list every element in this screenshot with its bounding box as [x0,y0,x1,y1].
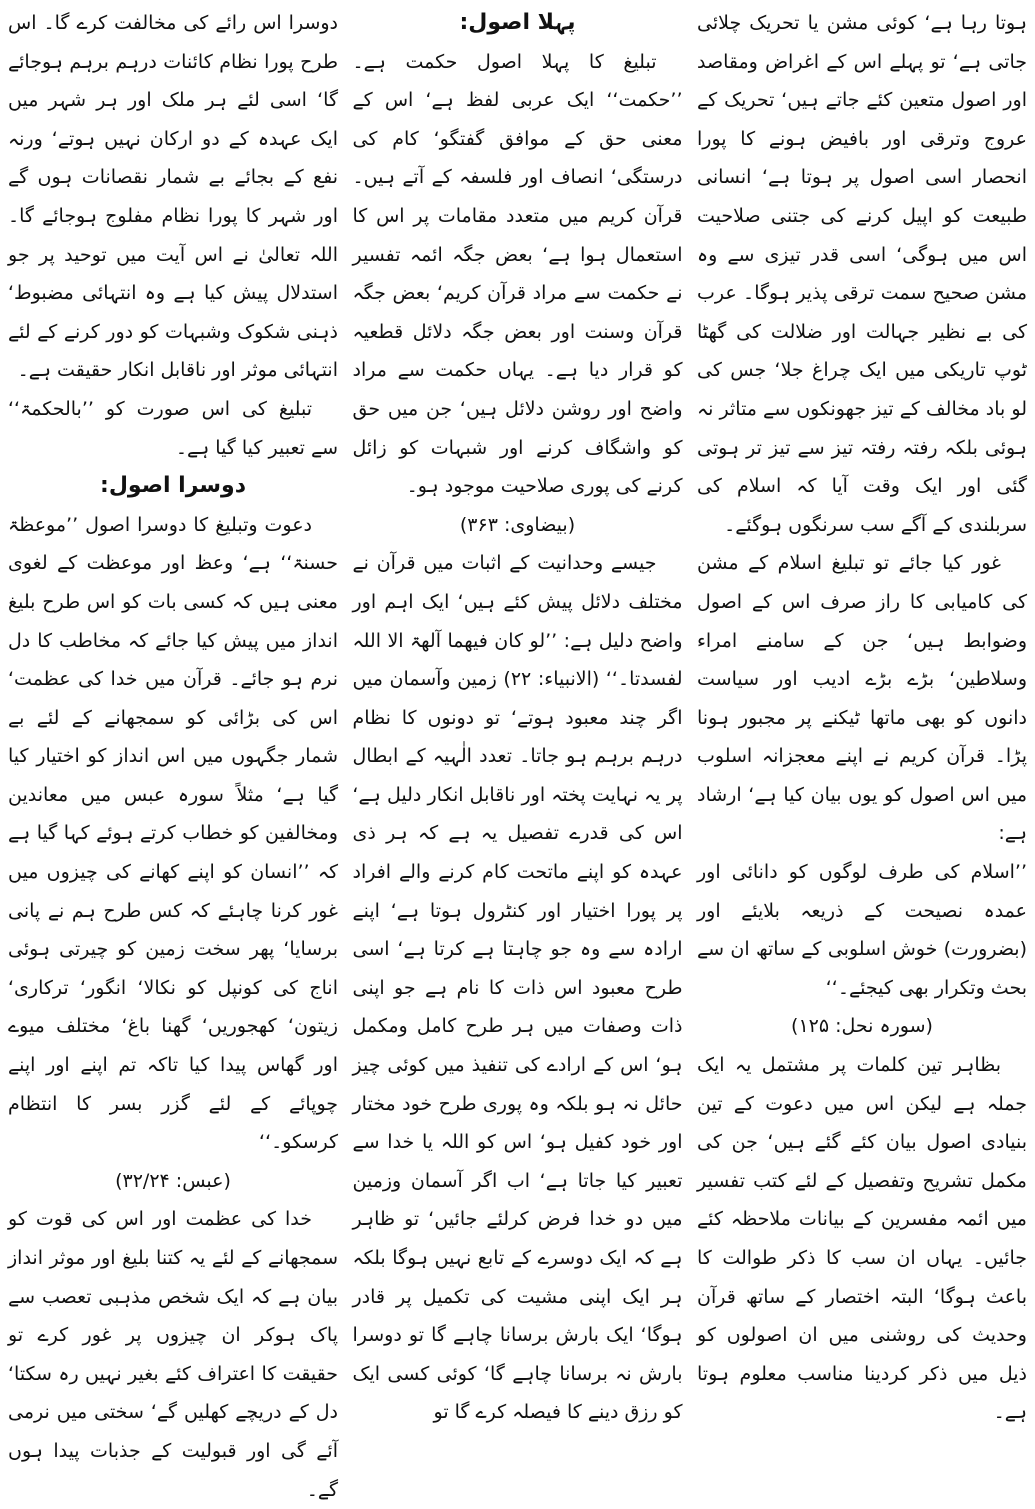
right-paragraph-2: غور کیا جائے تو تبلیغ اسلام کے مشن کی کامیابی کا راز صرف اس کے اصول وضوابط ہیں‘ جن کے سامنے امراء وسلاطین‘ بڑے بڑے ادیب اور سیاست دانوں کو بھی ماتھا ٹیکنے پر مجبور ہونا پڑا۔ قرآن کریم نے اپنے معجزانہ اسلوب میں اس اصول کو یوں بیان کیا ہے‘ ارشاد ہے: [697,552,1027,845]
section-heading-second-principle: دوسرا اصول: [100,473,246,499]
left-paragraph-2: تبلیغ کی اس صورت کو ’’بالحکمۃ‘‘ سے تعبیر کیا گیا ہے۔ [8,397,338,459]
right-column [697,0,1027,1424]
middle-column [352,0,683,1424]
left-paragraph-1: دوسرا اس رائے کی مخالفت کرے گا۔ اس طرح پورا نظام کائنات درہم برہم ہوجائے گا‘ اسی لئے ہر ملک اور ہر شہر میں ایک عہدہ کے دو ارکان نہیں ہوتے‘ ورنہ نفع کے بجائے بے شمار نقصانات ہوں گے اور شہر کا پورا نظام مفلوج ہوجائے گا۔ اللہ تعالیٰ نے اس آیت میں توحید پر جو استدلال پیش کیا ہے وہ انتہائی مضبوط‘ ذہنی شکوک وشبہات کو دور کرنے کے لئے انتہائی موثر اور ناقابل انکار حقیقت ہے۔ [8,12,338,382]
quran-translation-quote: ’’اسلام کی طرف لوگوں کو دانائی اور عمدہ نصیحت کے ذریعہ بلایئے اور (بضرورت) خوش اسلوبی کے ساتھ ان سے بحث وتکرار بھی کیجئے۔‘‘ [697,861,1027,999]
middle-paragraph-2: جیسے وحدانیت کے اثبات میں قرآن نے مختلف دلائل پیش کئے ہیں‘ ایک اہم اور واضح دلیل ہے: ’’لو کان فیھما آلھۃ الا اللہ لفسدتا۔‘‘ (الانبیاء: ۲۲) زمین وآسمان میں اگر چند معبود ہوتے‘ تو دونوں کا نظام درہم برہم ہو جاتا۔ تعدد الٰہیہ کے ابطال پر یہ نہایت پختہ اور ناقابل انکار دلیل ہے‘ اس کی قدرے تفصیل یہ ہے کہ ہر ذی عہدہ کو اپنے ماتحت کام کرنے والے افراد پر پورا اختیار اور کنٹرول ہوتا ہے‘ اپنے ارادہ سے وہ جو چاہتا ہے کرتا ہے‘ اسی طرح معبود اس ذات کا نام ہے جو اپنی ذات وصفات میں ہر طرح کامل ومکمل ہو‘ اس کے ارادے کی تنفیذ میں کوئی چیز حائل نہ ہو بلکہ وہ پوری طرح خود مختار اور خود کفیل ہو‘ اس کو اللہ یا خدا سے تعبیر کیا جاتا ہے‘ اب اگر آسمان وزمین میں دو خدا فرض کرلئے جائیں‘ تو ظاہر ہے کہ ایک دوسرے کے تابع نہیں ہوگا بلکہ ہر ایک اپنی مشیت کی تکمیل پر قادر ہوگا‘ ایک بارش برسانا چاہے گا تو دوسرا بارش نہ برسانا چاہے گا‘ کوئی کسی ایک کو رزق دینے کا فیصلہ کرے گا تو [352,552,683,1424]
right-paragraph-3: بظاہر تین کلمات پر مشتمل یہ ایک جملہ ہے لیکن اس میں دعوت کے تین بنیادی اصول بیان کئے گئے ہیں‘ جن کی مکمل تشریح وتفصیل کے لئے کتب تفسیر میں ائمہ مفسرین کے بیانات ملاحظہ کئے جائیں۔ یہاں ان سب کا ذکر طوالت کا باعث ہوگا‘ البتہ اختصار کے ساتھ قرآن وحدیث کی روشنی میں ان اصولوں کو ذیل میں ذکر کردینا مناسب معلوم ہوتا ہے۔ [697,1054,1027,1424]
quran-reference: (سورہ نحل: ۱۲۵) [791,1015,933,1038]
left-paragraph-3: دعوت وتبلیغ کا دوسرا اصول ’’موعظۃ حسنۃ‘‘ ہے‘ وعظ اور موعظت کے لغوی معنی ہیں کہ کسی بات کو اس طرح بلیغ انداز میں پیش کیا جائے کہ مخاطب کا دل نرم ہو جائے۔ قرآن میں خدا کی عظمت‘ اس کی بڑائی کو سمجھانے کے لئے بے شمار جگہوں میں اس انداز کو اختیار کیا گیا ہے‘ مثلاً سورہ عبس میں معاندین ومخالفین کو خطاب کرتے ہوئے کہا گیا ہے کہ ’’انسان کو اپنے کھانے کی چیزوں میں غور کرنا چاہئے کہ کس طرح ہم نے پانی برسایا‘ پھر سخت زمین کو چیرتی ہوئی اناج کی کونپل کو نکالا‘ انگور‘ ترکاری‘ زیتون‘ کھجوریں‘ گھنا باغ‘ مختلف میوے اور گھاس پیدا کیا تاکہ تم اپنے اور اپنے چوپائے کے لئے گزر بسر کا انتظام کرسکو۔‘‘ [8,513,338,1154]
baidawi-reference: (بیضاوی: ۳۶۳) [459,513,576,536]
section-heading-first-principle: پہلا اصول: [459,10,576,35]
right-paragraph-1: ہوتا رہا ہے‘ کوئی مشن یا تحریک چلائی جاتی ہے‘ تو پہلے اس کے اغراض ومقاصد اور اصول متعین کئے جاتے ہیں‘ تحریک کے عروج وترقی اور بافیض ہونے کا پورا انحصار اسی اصول پر ہوتا ہے‘ انسانی طبیعت کو اپیل کرنے کی جتنی صلاحیت اس میں ہوگی‘ اسی قدر تیزی سے وہ مشن صحیح سمت ترقی پذیر ہوگا۔ عرب کی بے نظیر جہالت اور ضلالت کی گھٹا ٹوپ تاریکی میں ایک چراغ جلا‘ جس کی لو باد مخالف کے تیز جھونکوں سے متاثر نہ ہوئی بلکہ رفتہ رفتہ تیز سے تیز تر ہوتی گئی اور ایک وقت آیا کہ اسلام کی سربلندی کے آگے سب سرنگوں ہوگئے۔ [697,12,1027,536]
middle-paragraph-1: تبلیغ کا پہلا اصول حکمت ہے۔ ’’حکمت‘‘ ایک عربی لفظ ہے‘ اس کے معنی حق کے موافق گفتگو‘ کام کی درستگی‘ انصاف اور فلسفہ کے آتے ہیں۔ قرآن کریم میں متعدد مقامات پر اس کا استعمال ہوا ہے‘ بعض جگہ ائمہ تفسیر نے حکمت سے مراد قرآن کریم‘ بعض جگہ قرآن وسنت اور بعض جگہ دلائل قطعیہ کو قرار دیا ہے۔ یہاں حکمت سے مراد واضح اور روشن دلائل ہیں‘ جن میں حق کو واشگاف کرنے اور شبہات کو زائل کرنے کی پوری صلاحیت موجود ہو۔ [352,50,683,498]
abasa-reference: (عبس: ۳۲/۲۴) [115,1169,231,1192]
left-paragraph-4: خدا کی عظمت اور اس کی قوت کو سمجھانے کے لئے یہ کتنا بلیغ اور موثر انداز بیان ہے کہ ایک شخص مذہبی تعصب سے پاک ہوکر ان چیزوں پر غور کرے تو حقیقت کا اعتراف کئے بغیر نہیں رہ سکتا‘ دل کے دریچے کھلیں گے‘ سختی میں نرمی آئے گی اور قبولیت کے جذبات پیدا ہوں گے۔ [8,1208,338,1501]
left-column [8,0,338,1501]
